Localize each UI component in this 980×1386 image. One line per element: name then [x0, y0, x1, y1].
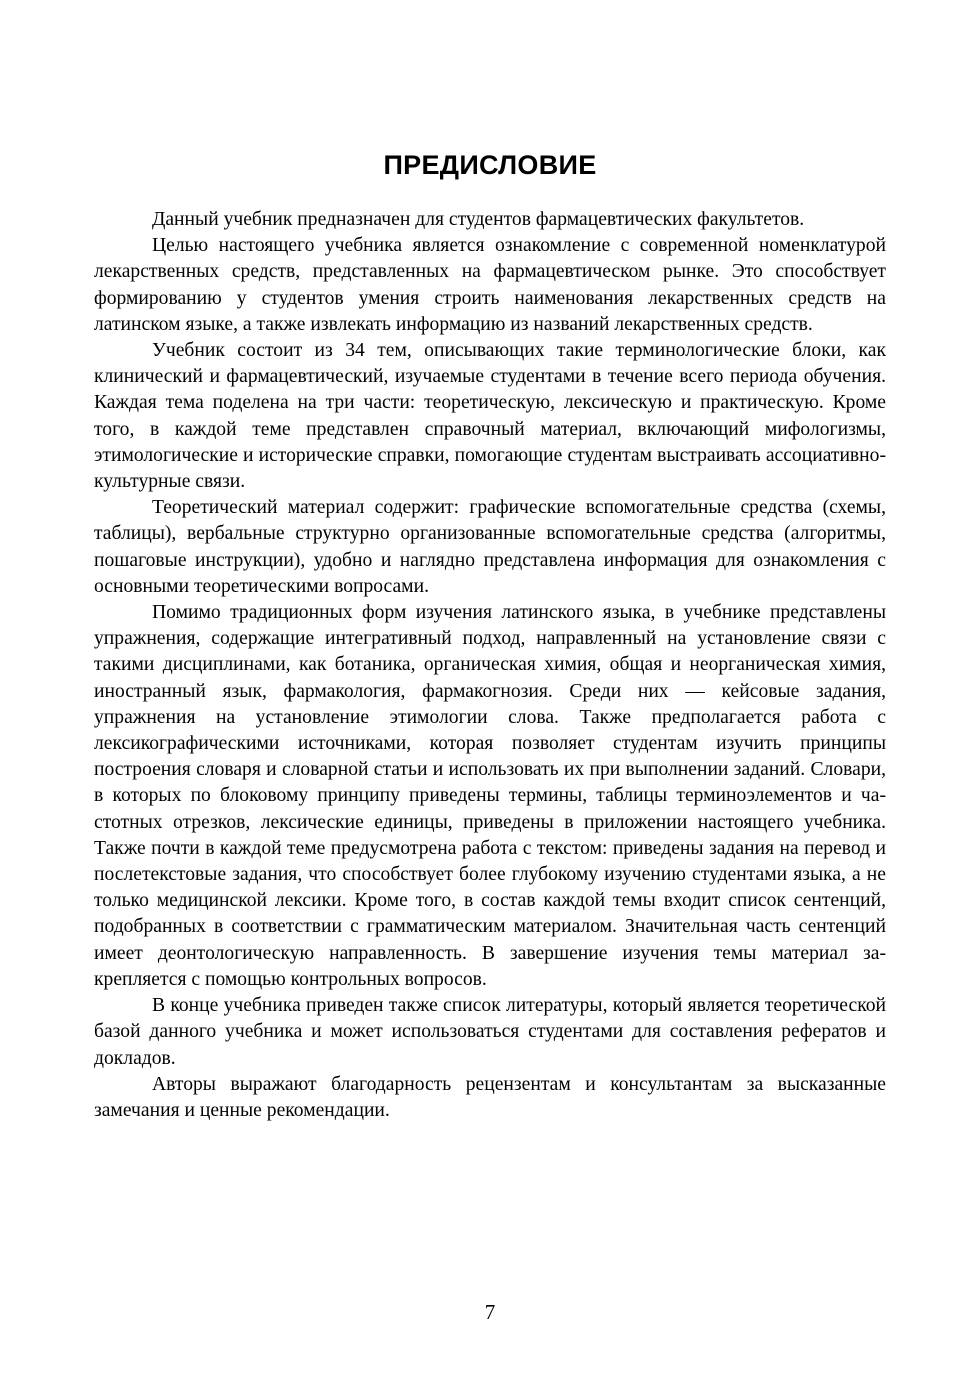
paragraph: Теоретический материал содержит: графические вспомогательные средства (схемы, таблицы), вербальные структурно организованные вспомогательные средства (алгоритмы, пошаговые инструкции), удобно и наглядно представлена информация для ознакомления с основными теоретическими вопросами. [94, 497, 886, 597]
page-number: 7 [484, 1300, 496, 1324]
paragraph: В конце учебника приведен также список литературы, который является теоретической базой данного учебника и может использоваться студентами для составления рефератов и докладов. [94, 995, 886, 1069]
paragraph: Данный учебник предназначен для студентов фармацевтических факультетов. [152, 209, 805, 230]
page-title: ПРЕДИСЛОВИЕ [383, 150, 597, 180]
paragraph: Учебник состоит из 34 тем, описывающих такие терминологические блоки, как клинический и фармацевтический, изучаемые студентами в течение всего периода обучения. Каждая тема поделена на три части: теоретическую, лексическую и практическую. Кроме того, в каждой теме представлен справочный материал, включающий мифологизмы, этимологические и исторические справки, помогающие студентам выстраивать ассоциативно-культурные связи. [94, 340, 886, 493]
paragraph: Помимо традиционных форм изучения латинского языка, в учебнике представлены упражнения, содержащие интегративный подход, направленный на установление связи с такими дисциплинами, как ботаника, органическая химия, общая и неорганическая химия, иностранный язык, фармакология, фармакогнозия. Среди них — кейсовые задания, упражнения на установление этимологии слова. Также предполагается работа с лексикографическими источниками, которая позволяет студентам изучить принципы построения словаря и словарной статьи и использовать их при выполнении заданий. Словари, в которых по блоковому принципу приведены термины, таблицы терминоэлементов и частотных отрезков, лексические единицы, приведены в приложении настоящего учебника. Также почти в каждой теме предусмотрена работа с текстом: приведены задания на перевод и послетекстовые задания, что способствует более глубокому изучению студентами языка, а не только медицинской лексики. Кроме того, в состав каждой темы входит список сентенций, подобранных в соответствии с грамматическим материалом. Значительная часть сентенций имеет деонтологическую направленность. В завершение изучения темы материал закрепляется с помощью контрольных вопросов. [94, 602, 886, 990]
paragraph: Авторы выражают благодарность рецензентам и консультантам за высказанные замечания и ценные рекомендации. [94, 1073, 886, 1121]
body-text [94, 207, 886, 1124]
paragraph: Целью настоящего учебника является ознакомление с современной номенклатурой лекарственных средств, представленных на фармацевтическом рынке. Это способствует формированию у студентов умения строить наименования лекарственных средств на латинском языке, а также извлекать информацию из названий лекарственных средств. [94, 235, 886, 335]
